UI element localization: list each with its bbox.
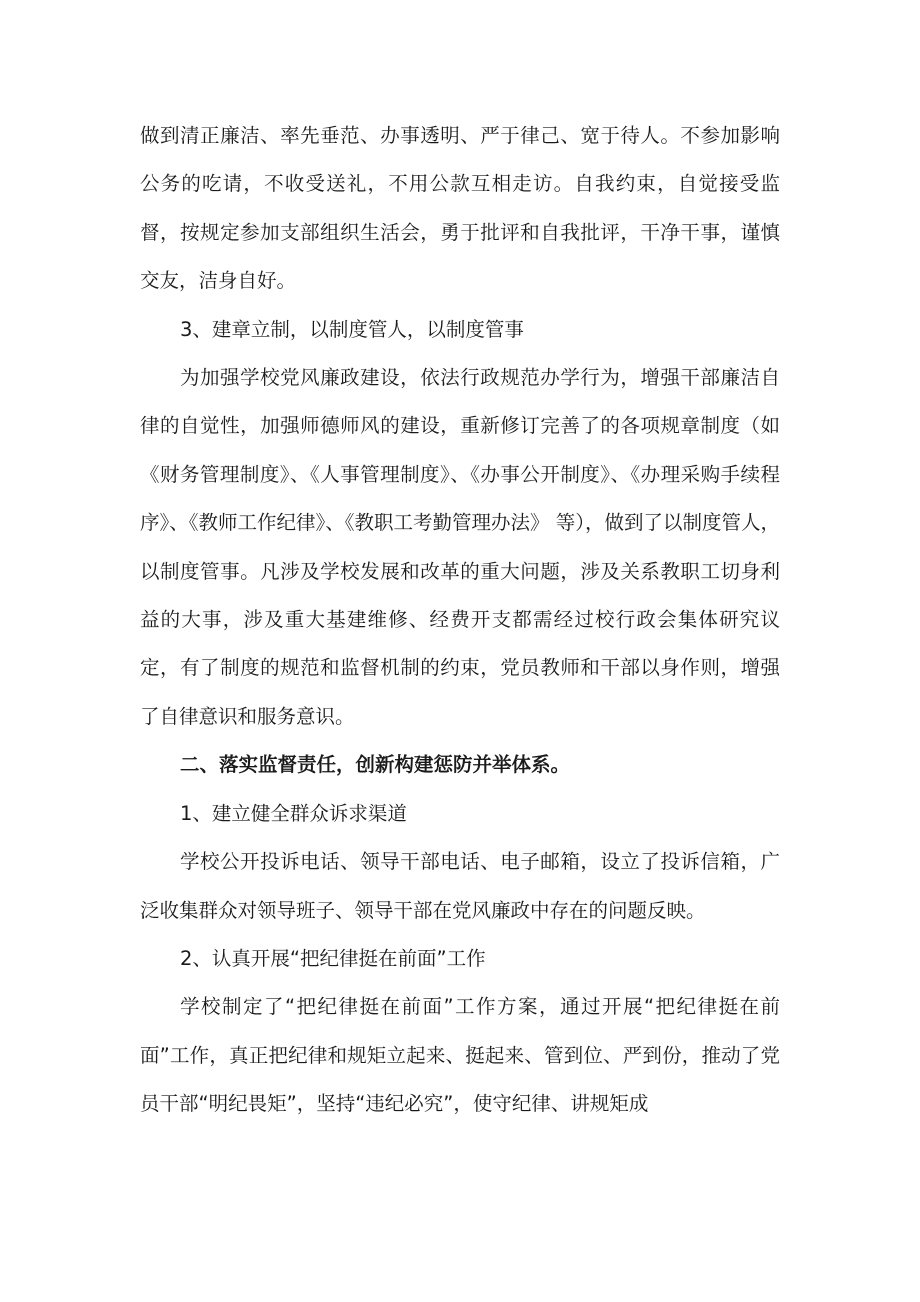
subheading-complaint-channels: 1、建立健全群众诉求渠道 [180, 801, 407, 825]
paragraph-rules-system: 为加强学校党风廉政建设，依法行政规范办学行为，增强干部廉洁自律的自觉性，加强师德师风的建设，重新修订完善了的各项规章制度（如《财务管理制度》、《人事管理制度》、《办事公开制度》、《办理采购手续程序》、《教师工作纪律》、《教职工考勤管理办法》 等），做到了以制度管人，以制度管事。凡涉及学校发展和改革的重大问题，涉及关系教职工切身利益的大事，涉及重大基建维修、经费开支都需经过校行政会集体研究议定，有了制度的规范和监督机制的约束，党员教师和干部以身作则，增强了自律意识和服务意识。 [140, 366, 780, 728]
document-body [140, 112, 780, 1129]
paragraph-discipline-first: 学校制定了“把纪律挺在前面”工作方案，通过开展“把纪律挺在前面”工作，真正把纪律和规矩立起来、挺起来、管到位、严到份，推动了党员干部“明纪畏矩”，坚持“违纪必究”，使守纪律、讲规矩成 [140, 995, 780, 1116]
paragraph-complaint-channels: 学校公开投诉电话、领导干部电话、电子邮箱，设立了投诉信箱，广泛收集群众对领导班子、领导干部在党风廉政中存在的问题反映。 [140, 850, 780, 922]
subheading-rules-system: 3、建章立制，以制度管人，以制度管事 [180, 317, 524, 341]
subheading-discipline-first: 2、认真开展“把纪律挺在前面”工作 [180, 946, 486, 970]
paragraph-integrity-conduct: 做到清正廉洁、率先垂范、办事透明、严于律己、宽于待人。不参加影响公务的吃请，不收受送礼，不用公款互相走访。自我约束，自觉接受监督，按规定参加支部组织生活会，勇于批评和自我批评，干净干事，谨慎交友，洁身自好。 [140, 124, 780, 293]
section-heading-supervision: 二、落实监督责任，创新构建惩防并举体系。 [180, 753, 571, 777]
